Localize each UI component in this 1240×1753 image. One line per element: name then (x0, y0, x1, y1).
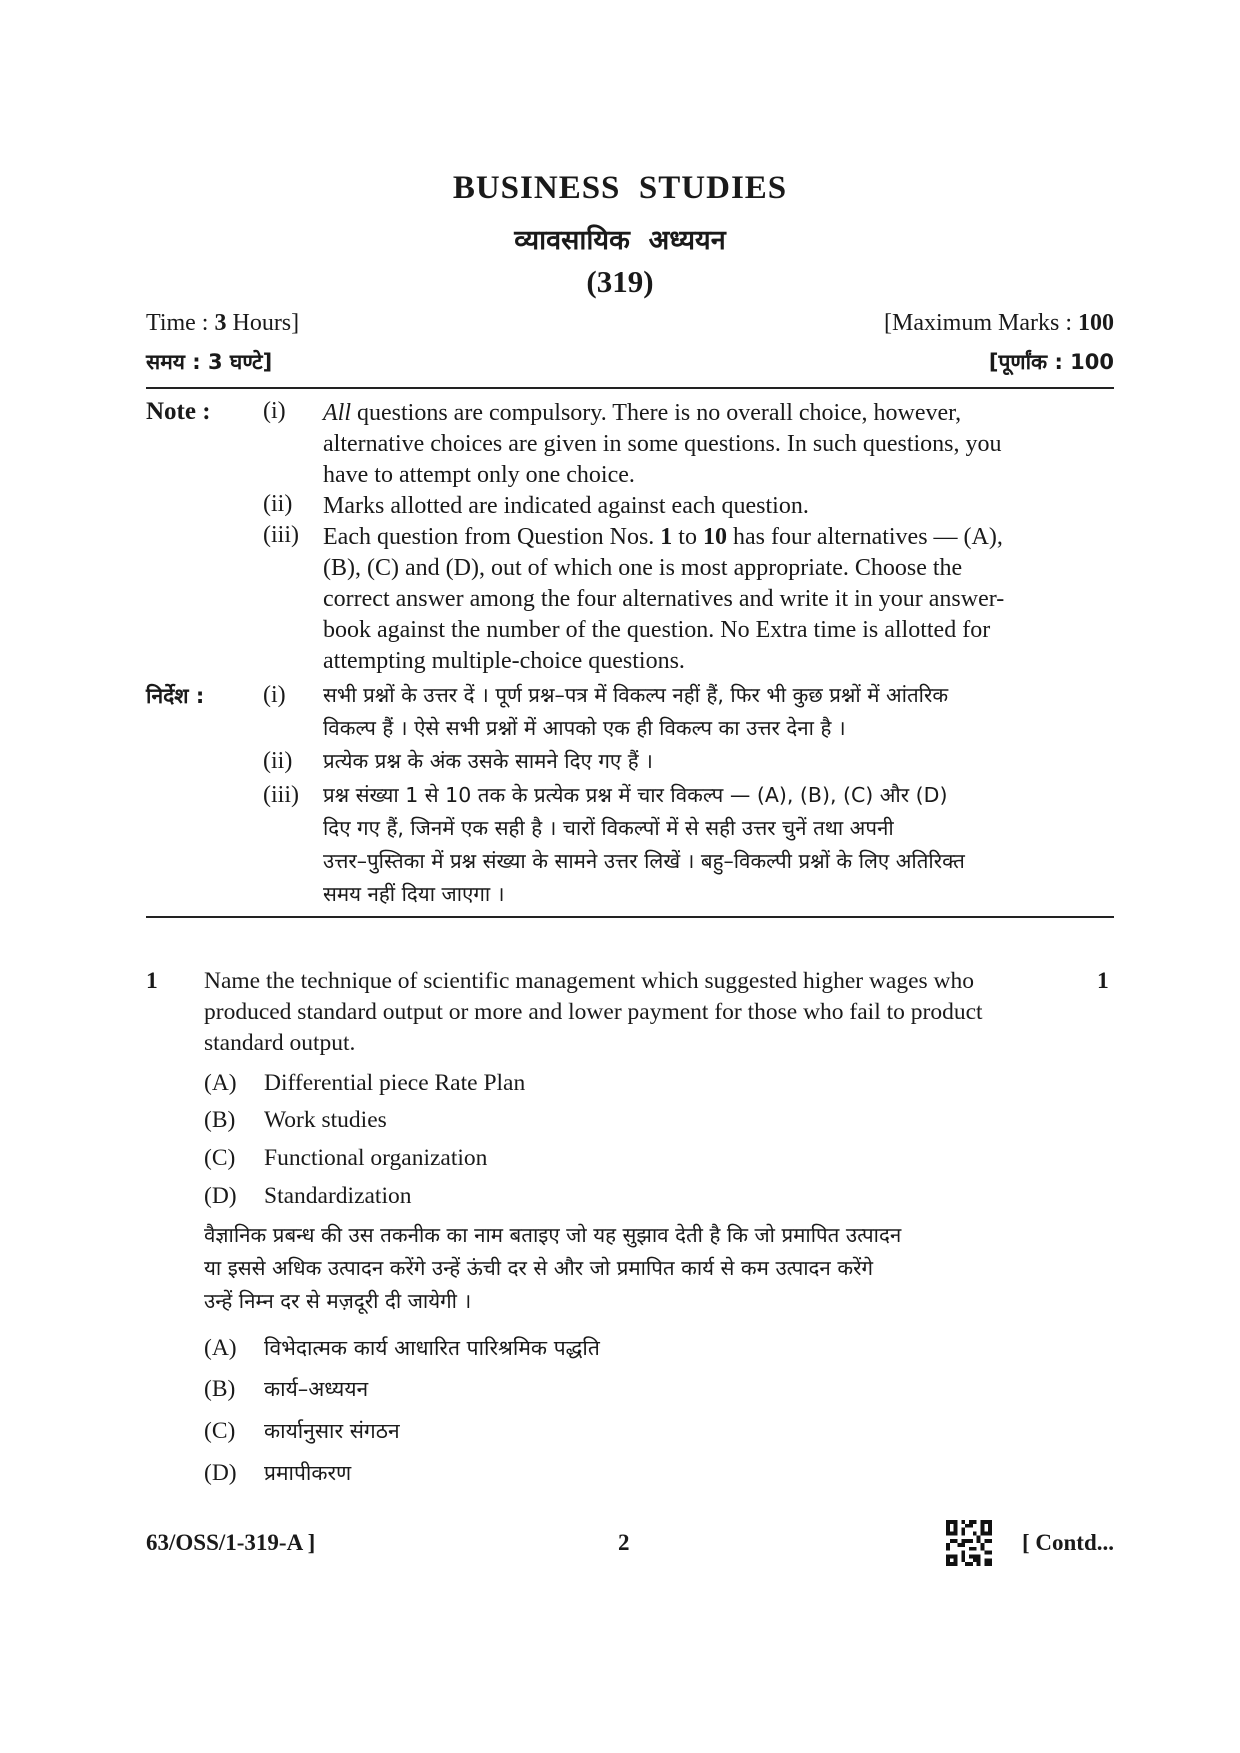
note-hindi-line: प्रत्येक प्रश्न के अंक उसके सामने दिए गए हैं । (323, 749, 653, 773)
max-marks-label: [Maximum Marks : (884, 310, 1078, 336)
note-hindi-item-num: (ii) (263, 748, 293, 774)
header-divider (146, 387, 1114, 389)
option-key: (A) (204, 1070, 237, 1096)
note-line: alternative choices are given in some questions. In such questions, you (323, 431, 1002, 457)
paper-code: 63/OSS/1-319-A ] (146, 1530, 316, 1555)
max-marks-info (884, 310, 1114, 337)
time-info-hindi (146, 348, 272, 376)
note-hindi-item-text (323, 779, 1113, 911)
option-b (204, 1107, 387, 1134)
option-key: (D) (204, 1183, 237, 1209)
option-text: Standardization (264, 1183, 412, 1209)
option-text: विभेदात्मक कार्य आधारित पारिश्रमिक पद्धति (264, 1336, 600, 1360)
time-value: 3 (214, 310, 227, 336)
note-hindi-line: प्रश्न संख्या 1 से 10 तक के प्रत्येक प्रश्न में चार विकल्प — (A), (B), (C) और (D) (323, 783, 948, 807)
note-hindi-line: दिए गए हैं, जिनमें एक सही है । चारों विकल्पों में से सही उत्तर चुनें तथा अपनी (323, 816, 894, 840)
qr-code-icon (946, 1520, 992, 1566)
question-text-hindi (204, 1219, 1064, 1318)
note-hindi-line: उत्तर–पुस्तिका में प्रश्न संख्या के सामने उत्तर लिखें । बहु–विकल्पी प्रश्नों के लिए अतिरिक्त (323, 849, 965, 873)
option-key: (C) (204, 1145, 236, 1171)
option-a (204, 1070, 525, 1097)
note-hindi-line: समय नहीं दिया जाएगा । (323, 882, 505, 906)
question-hindi-line: या इससे अधिक उत्पादन करेंगे उन्हें ऊंची दर से और जो प्रमापित कार्य से कम उत्पादन करेंगे (204, 1256, 873, 1280)
page-number: 2 (618, 1530, 630, 1555)
note-label: Note : (146, 398, 211, 425)
marks-hindi-label: [पूर्णांक : (988, 350, 1071, 374)
paper-title-hindi: व्यावसायिक अध्ययन (514, 225, 726, 256)
option-key: (C) (204, 1418, 236, 1444)
time-hindi-value: 3 (207, 350, 223, 374)
marks-hindi-value: 100 (1070, 350, 1114, 374)
note-item-text (323, 491, 1113, 522)
question-line: produced standard output or more and lower payment for those who fail to product (204, 999, 983, 1025)
note-hindi-item-text (323, 679, 1113, 745)
time-unit: Hours] (226, 310, 300, 336)
note-line: book against the number of the question. No Extra time is allotted for (323, 617, 991, 643)
note-item-num: (ii) (263, 491, 293, 517)
note-hindi-line: सभी प्रश्नों के उत्तर दें । पूर्ण प्रश्न–पत्र में विकल्प नहीं हैं, फिर भी कुछ प्रश्नों में आंतरिक (323, 683, 949, 707)
note-hindi-item-num: (i) (263, 682, 286, 708)
note-line: (B), (C) and (D), out of which one is most appropriate. Choose the (323, 555, 963, 581)
question-line: standard output. (204, 1030, 356, 1056)
option-key: (D) (204, 1460, 237, 1486)
note-line: correct answer among the four alternatives and write it in your answer- (323, 586, 1005, 612)
note-hindi-line: विकल्प हैं । ऐसे सभी प्रश्नों में आपको एक ही विकल्प का उत्तर देना है । (323, 716, 846, 740)
question-hindi-line: वैज्ञानिक प्रबन्ध की उस तकनीक का नाम बताइए जो यह सुझाव देती है कि जो प्रमापित उत्पादन (204, 1223, 902, 1247)
note-line: have to attempt only one choice. (323, 462, 635, 488)
option-hindi-c (204, 1417, 400, 1445)
note-item-num: (i) (263, 398, 286, 424)
note-hindi-item-num: (iii) (263, 782, 299, 808)
paper-title: BUSINESS STUDIES (452, 170, 788, 206)
option-key: (A) (204, 1335, 237, 1361)
time-label: Time : (146, 310, 215, 336)
time-hindi-unit: घण्टे] (222, 350, 273, 374)
option-key: (B) (204, 1107, 236, 1133)
option-text: कार्यानुसार संगठन (264, 1419, 400, 1443)
notes-divider (146, 916, 1114, 918)
option-hindi-b (204, 1375, 368, 1403)
option-text: Work studies (264, 1107, 387, 1133)
subject-code: (319) (586, 264, 654, 299)
note-item-text (323, 522, 1113, 677)
option-text: Functional organization (264, 1145, 488, 1171)
question-text (204, 966, 1064, 1059)
note-item-text (323, 398, 1113, 491)
note-line: All questions are compulsory. There is no overall choice, however, (323, 400, 962, 426)
question-line: Name the technique of scientific management which suggested higher wages who (204, 968, 975, 994)
contd-label: [ Contd... (1021, 1530, 1114, 1555)
question-number: 1 (146, 968, 158, 994)
note-hindi-item-text (323, 745, 1113, 778)
option-text: Differential piece Rate Plan (264, 1070, 526, 1096)
note-line: Marks allotted are indicated against each question. (323, 493, 809, 519)
time-info (146, 310, 299, 337)
marks-info-hindi (989, 348, 1114, 376)
note-item-num: (iii) (263, 522, 299, 548)
question-hindi-line: उन्हें निम्न दर से मज़दूरी दी जायेगी । (204, 1289, 472, 1313)
note-label-hindi: निर्देश : (146, 684, 205, 708)
option-hindi-d (204, 1459, 351, 1487)
option-text: कार्य–अध्ययन (264, 1377, 369, 1401)
option-key: (B) (204, 1376, 236, 1402)
note-line: attempting multiple-choice questions. (323, 648, 685, 674)
option-d (204, 1183, 411, 1210)
option-text: प्रमापीकरण (264, 1461, 352, 1485)
option-c (204, 1145, 487, 1172)
note-line: Each question from Question Nos. 1 to 10 has four alternatives — (A), (323, 524, 1003, 550)
max-marks-value: 100 (1078, 310, 1114, 336)
time-hindi-label: समय : (146, 350, 208, 374)
question-marks: 1 (1097, 968, 1109, 994)
option-hindi-a (204, 1334, 600, 1362)
